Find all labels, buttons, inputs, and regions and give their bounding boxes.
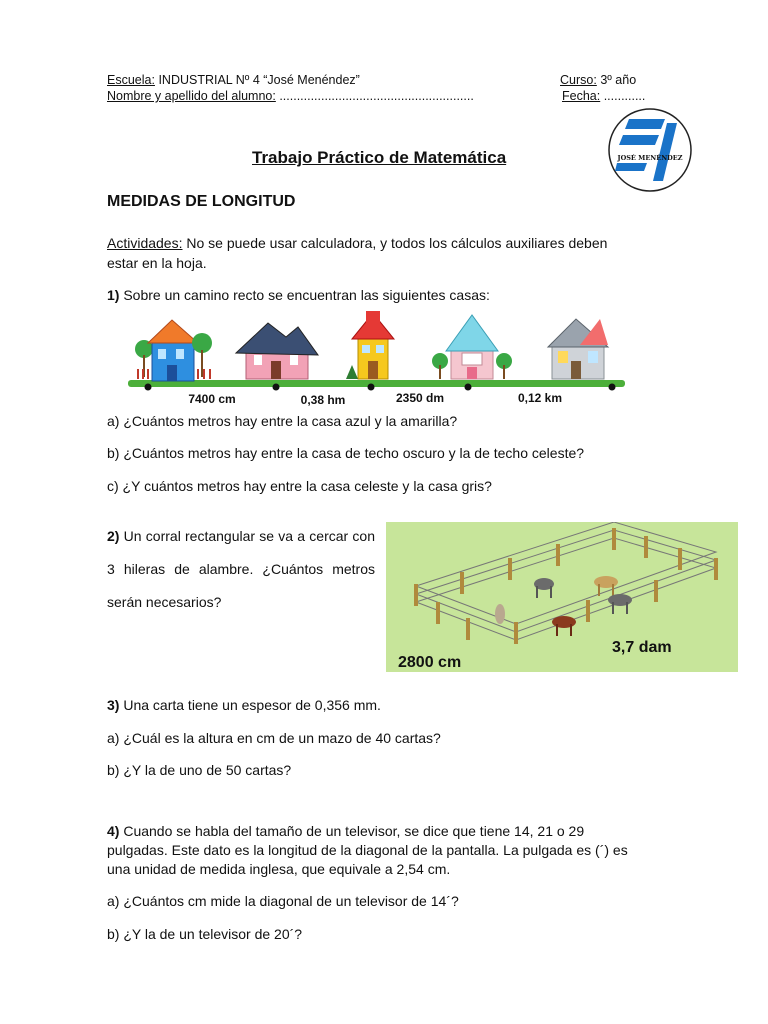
activities-paragraph (107, 233, 637, 273)
distance-1: 7400 cm (188, 392, 236, 406)
course-value: 3º año (600, 73, 637, 87)
gray-house (548, 319, 608, 379)
section-heading: MEDIDAS DE LONGITUD (107, 193, 296, 210)
q2-statement (107, 520, 375, 619)
road (128, 380, 625, 387)
student-line (107, 89, 474, 103)
activities-text: No se puede usar calculadora, y todos los cálculos auxiliares deben estar en la hoja. (107, 235, 608, 271)
q2-number: 2) (107, 528, 120, 544)
light-blue-roof-house (432, 315, 512, 379)
q1-text: Sobre un camino recto se encuentran las siguientes casas: (119, 287, 490, 303)
q3-number: 3) (107, 697, 120, 713)
blue-house (135, 320, 212, 381)
school-label: Escuela: (107, 73, 155, 87)
student-value: ........................................................ (279, 89, 474, 103)
q1-statement (107, 285, 490, 305)
course-line (560, 73, 636, 87)
school-logo (607, 107, 693, 193)
yellow-house (346, 311, 394, 379)
date-line (562, 89, 645, 103)
distance-4: 0,12 km (517, 391, 563, 405)
doc-title: Trabajo Práctico de Matemática (252, 148, 507, 167)
grass-background (386, 522, 738, 672)
q1-b: b) ¿Cuántos metros hay entre la casa de techo oscuro y la de techo celeste? (107, 445, 585, 461)
q1-c: c) ¿Y cuántos metros hay entre la casa celeste y la casa gris? (107, 478, 492, 494)
activities-label: Actividades: (107, 235, 183, 251)
q3-text: Una carta tiene un espesor de 0,356 mm. (119, 697, 381, 713)
corral-dim-2: 3,7 dam (612, 639, 672, 656)
q2-text: Un corral rectangular se va a cercar con 3 hileras de alambre. ¿Cuántos metros serán necesarios? (107, 528, 375, 610)
dark-roof-house (236, 323, 318, 379)
school-line (107, 73, 360, 87)
date-label: Fecha: (562, 89, 601, 103)
course-label: Curso: (560, 73, 597, 87)
q3-statement (107, 695, 381, 715)
student-label: Nombre y apellido del alumno: (107, 89, 276, 103)
school-value: INDUSTRIAL Nº 4 “José Menéndez” (158, 73, 360, 87)
q3-b: b) ¿Y la de uno de 50 cartas? (107, 762, 292, 778)
q4-b: b) ¿Y la de un televisor de 20´? (107, 926, 303, 942)
distance-3: 2350 dm (395, 391, 445, 405)
houses-road-illustration (128, 305, 628, 410)
logo-text: JOSÉ MENÉNDEZ (617, 154, 683, 162)
q4-statement (107, 822, 647, 879)
corral-dim-1: 2800 cm (398, 654, 462, 671)
q3-a: a) ¿Cuál es la altura en cm de un mazo de 40 cartas? (107, 730, 441, 746)
corral-illustration (386, 522, 738, 672)
q1-number: 1) (107, 287, 120, 303)
distance-2: 0,38 hm (300, 393, 346, 407)
date-value: ............ (603, 89, 646, 103)
q4-text: Cuando se habla del tamaño de un televisor, se dice que tiene 14, 21 o 29 pulgadas. Este dato es la longitud de la diagonal de la pantalla. La pulgada es (´) es una unidad de medida inglesa, que equivale a 2,54 cm. (107, 823, 628, 877)
q1-a: a) ¿Cuántos metros hay entre la casa azul y la amarilla? (107, 413, 458, 429)
q4-a: a) ¿Cuántos cm mide la diagonal de un televisor de 14´? (107, 893, 459, 909)
q4-number: 4) (107, 823, 120, 839)
